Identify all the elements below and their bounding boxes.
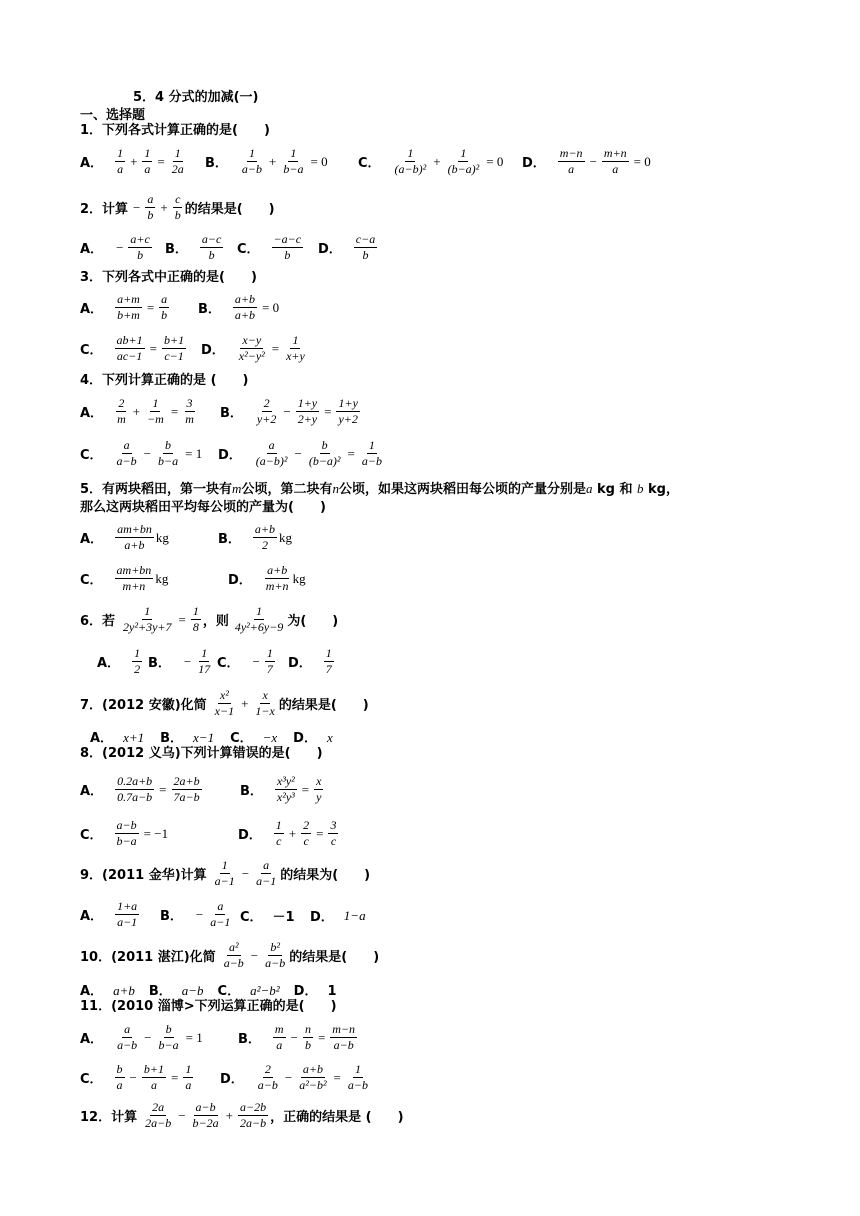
- q9-option-b[interactable]: B． − $\frac{a}{a-1}$: [160, 899, 231, 929]
- q1-option-d[interactable]: D． $\frac{m-n}{a}$ − $\frac{m+n}{a}$ = 0: [522, 146, 651, 176]
- q6-stem: 6．若 $\frac{1}{\text{2y²+3y+7}}$ = $\frac{1}{8}$ ，则 $\frac{1}{\text{4y²+6y−9}}$ 为( ): [80, 604, 339, 634]
- q3-stem: 3．下列各式中正确的是( ): [80, 270, 257, 285]
- q11-stem: 11．(2010 淄博>下列运算正确的是( ): [80, 999, 337, 1014]
- q9-option-d[interactable]: D． 1−a: [310, 907, 366, 925]
- q10-options: [80, 980, 347, 999]
- q3-option-a[interactable]: A． $\frac{a+m}{b+m}$ = $\frac{a}{b}$: [80, 292, 168, 322]
- q6-option-c[interactable]: C． − $\frac{1}{7}$: [217, 646, 273, 676]
- q1-option-b[interactable]: B． $\frac{1}{a-b}$ + $\frac{1}{b-a}$ = 0: [205, 146, 328, 176]
- q7-option-d[interactable]: D． x: [293, 730, 333, 746]
- page-title: 5．4 分式的加减(一): [133, 90, 259, 105]
- q4-option-c[interactable]: C． $\frac{a}{a-b}$ − $\frac{b}{b-a}$ = 1: [80, 438, 203, 468]
- q2-stem: 2．计算 − $\frac{a}{b}$ + $\frac{c}{b}$ 的结果是( ): [80, 192, 275, 222]
- q11-option-b[interactable]: B． $\frac{m}{a}$ − $\frac{n}{b}$ = $\frac{m-n}{a-b}$: [238, 1022, 356, 1052]
- q4-option-d[interactable]: D． $\frac{a}{\text{(a−b)²}}$ − $\frac{b}{\text{(b−a)²}}$ = $\frac{1}{a-b}$: [218, 438, 382, 468]
- q8-stem: 8．(2012 义乌)下列计算错误的是( ): [80, 746, 323, 761]
- q8-option-d[interactable]: D． $\frac{1}{c}$ + $\frac{2}{c}$ = $\frac{3}{c}$: [238, 818, 337, 848]
- q4-stem: 4．下列计算正确的是 ( ): [80, 373, 249, 388]
- q10-option-b[interactable]: B． a−b: [148, 983, 204, 999]
- q10-option-d[interactable]: D． 1: [293, 984, 337, 999]
- q5-option-d[interactable]: D． $\frac{a+b}{m+n}$ kg: [228, 563, 306, 593]
- q2-option-a[interactable]: A． − $\frac{a+c}{b}$: [80, 232, 150, 262]
- q8-option-c[interactable]: C． $\frac{a-b}{b-a}$ = −1: [80, 818, 169, 848]
- q1-option-a[interactable]: A． $\frac{1}{a}$ + $\frac{1}{a}$ = $\frac{1}{2a}$: [80, 146, 184, 176]
- q5-option-a[interactable]: A． $\frac{am+bn}{a+b}$ kg: [80, 522, 169, 552]
- q2-option-c[interactable]: C． $\frac{-a-c}{b}$: [237, 232, 302, 262]
- q9-option-a[interactable]: A． $\frac{1+a}{a-1}$: [80, 899, 138, 929]
- q7-options: [90, 727, 333, 746]
- q2-option-d[interactable]: D． $\frac{c-a}{b}$: [318, 232, 376, 262]
- q6-option-a[interactable]: A． $\frac{1}{2}$: [97, 646, 141, 676]
- q5-option-b[interactable]: B． $\frac{a+b}{2}$ kg: [218, 522, 293, 552]
- q9-option-c[interactable]: C． －1: [240, 910, 295, 925]
- q5-stem-line2: 那么这两块稻田平均每公顷的产量为( ): [80, 500, 326, 515]
- q1-stem: 1．下列各式计算正确的是( ): [80, 123, 270, 138]
- q3-option-c[interactable]: C． $\frac{ab+1}{ac-1}$ = $\frac{b+1}{c-1}$: [80, 333, 185, 363]
- q5-option-c[interactable]: C． $\frac{am+bn}{m+n}$ kg: [80, 563, 169, 593]
- q9-stem: 9．(2011 金华)计算 $\frac{1}{a-1}$ − $\frac{a}{a-1}$ 的结果为( ): [80, 858, 371, 888]
- q1-option-c[interactable]: C． $\frac{1}{\text{(a−b)²}}$ + $\frac{1}{\text{(b−a)²}}$ = 0: [358, 146, 504, 176]
- q10-option-c[interactable]: C． a²−b²: [217, 983, 280, 999]
- q3-option-d[interactable]: D． $\frac{x-y}{\text{x²−y²}}$ = $\frac{1}{x+y}$: [201, 333, 305, 363]
- q7-stem: 7．(2012 安徽)化简 $\frac{\text{x²}}{x-1}$ + $\frac{x}{1-x}$ 的结果是( ): [80, 688, 369, 718]
- q8-option-b[interactable]: B． $\frac{\text{x³y²}}{\text{x²y³}}$ = $\frac{x}{y}$: [240, 774, 322, 804]
- q7-option-c[interactable]: C． −x: [230, 730, 278, 746]
- q6-option-b[interactable]: B． − $\frac{1}{17}$: [148, 646, 211, 676]
- q2-option-b[interactable]: B． $\frac{a-c}{b}$: [165, 232, 222, 262]
- q7-option-a[interactable]: A． x+1: [90, 730, 145, 746]
- q5-stem-line1: 5．有两块稻田，第一块有m公顷，第二块有n公顷，如果这两块稻田每公顷的产量分别是a kg 和 b kg，: [80, 481, 679, 497]
- q4-option-b[interactable]: B． $\frac{2}{y+2}$ − $\frac{1+y}{2+y}$ = $\frac{1+y}{y+2}$: [220, 396, 358, 426]
- q11-option-d[interactable]: D． $\frac{2}{a-b}$ − $\frac{a+b}{\text{a²−b²}}$ = $\frac{1}{a-b}$: [220, 1062, 368, 1092]
- section-heading: 一、选择题: [80, 108, 146, 123]
- q10-stem: 10．(2011 湛江)化简 $\frac{\text{a²}}{a-b}$ − $\frac{\text{b²}}{a-b}$ 的结果是( ): [80, 940, 380, 970]
- q11-option-c[interactable]: C． $\frac{b}{a}$ − $\frac{b+1}{a}$ = $\frac{1}{a}$: [80, 1062, 192, 1092]
- q12-stem: 12．计算 $\frac{2a}{2a-b}$ − $\frac{a-b}{b-2a}$ + $\frac{a-2b}{2a-b}$ ，正确的结果是 ( ): [80, 1100, 404, 1130]
- q11-option-a[interactable]: A． $\frac{a}{a-b}$ − $\frac{b}{b-a}$ = 1: [80, 1022, 203, 1052]
- q8-option-a[interactable]: A． $\frac{0.2a+b}{0.7a-b}$ = $\frac{2a+b}{7a-b}$: [80, 774, 200, 804]
- q7-option-b[interactable]: B． x−1: [160, 730, 215, 746]
- q6-option-d[interactable]: D． $\frac{1}{7}$: [288, 646, 332, 676]
- q3-option-b[interactable]: B． $\frac{a+b}{a+b}$ = 0: [198, 292, 280, 322]
- q4-option-a[interactable]: A． $\frac{2}{m}$ + $\frac{1}{-m}$ = $\frac{3}{m}$: [80, 396, 194, 426]
- q10-option-a[interactable]: A． a+b: [80, 983, 135, 999]
